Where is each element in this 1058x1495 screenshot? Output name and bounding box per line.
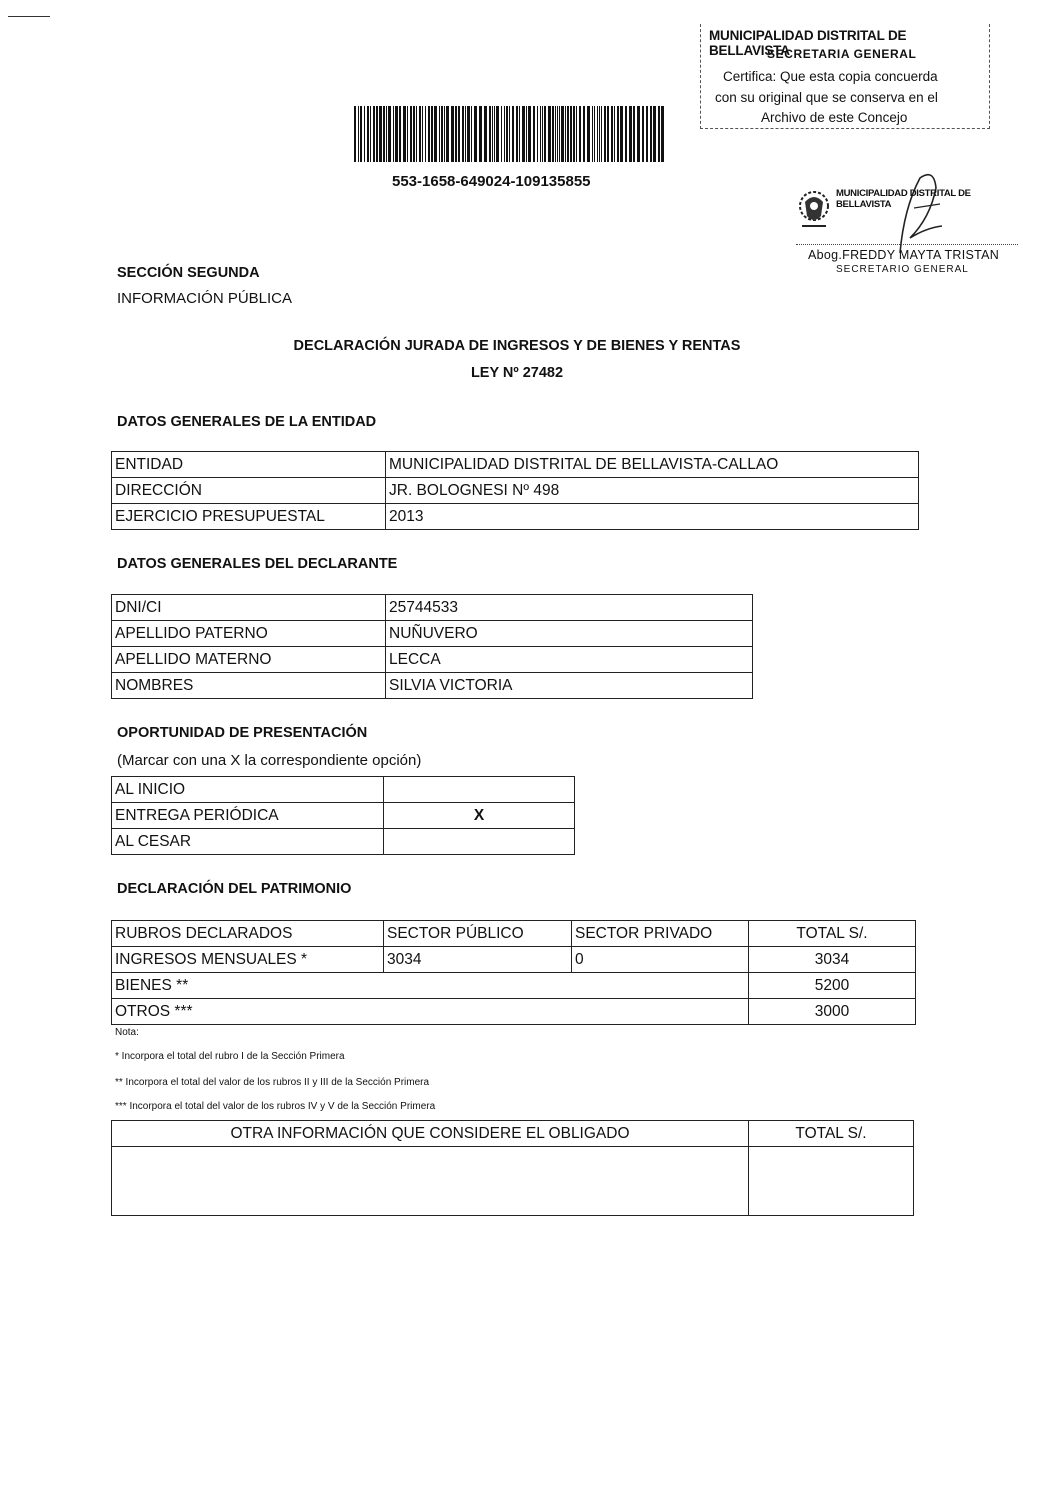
barcode-bar — [573, 106, 575, 162]
barcode-bar — [451, 106, 454, 162]
dni-label: DNI/CI — [112, 595, 386, 621]
dni-value: 25744533 — [386, 595, 753, 621]
barcode-bar — [559, 106, 560, 162]
barcode-bar — [587, 106, 590, 162]
barcode-bar — [614, 106, 615, 162]
barcode-bar — [650, 106, 652, 162]
barcode-bar — [484, 106, 487, 162]
document-title: DECLARACIÓN JURADA DE INGRESOS Y DE BIENES Y RENTAS — [293, 338, 741, 354]
other-info-header: OTRA INFORMACIÓN QUE CONSIDERE EL OBLIGADO — [112, 1121, 749, 1147]
table-row — [112, 1147, 914, 1216]
barcode-bar — [642, 106, 644, 162]
declarant-table — [111, 594, 753, 699]
law-number: LEY Nº 27482 — [470, 365, 564, 381]
barcode-bar — [646, 106, 648, 162]
column-header: RUBROS DECLARADOS — [112, 921, 384, 947]
barcode-bar — [373, 106, 375, 162]
maternal-surname-value: LECCA — [386, 647, 753, 673]
other-info-total-cell — [749, 1147, 914, 1216]
fiscal-year-value: 2013 — [386, 504, 919, 530]
entity-table — [111, 451, 919, 530]
barcode-bar — [537, 106, 538, 162]
barcode-bar — [494, 106, 495, 162]
barcode-bar — [509, 106, 510, 162]
certification-stamp — [700, 24, 990, 129]
address-label: DIRECCIÓN — [112, 478, 386, 504]
table-row — [112, 504, 919, 530]
barcode-bar — [637, 106, 640, 162]
barcode-bar — [354, 106, 356, 162]
barcode-bar — [570, 106, 572, 162]
notes-title: Nota: — [115, 1027, 139, 1038]
patrimony-heading: DECLARACIÓN DEL PATRIMONIO — [117, 881, 352, 897]
barcode-bar — [446, 106, 449, 162]
option-mark: X — [384, 803, 575, 829]
barcode-bar — [542, 106, 543, 162]
income-private: 0 — [572, 947, 749, 973]
barcode-bar — [506, 106, 508, 162]
entity-value: MUNICIPALIDAD DISTRITAL DE BELLAVISTA-CALLAO — [386, 452, 919, 478]
column-header: SECTOR PÚBLICO — [384, 921, 572, 947]
barcode-bar — [467, 106, 470, 162]
table-row — [112, 777, 575, 803]
barcode-bar — [526, 106, 527, 162]
barcode-bar — [653, 106, 656, 162]
barcode-bar — [395, 106, 398, 162]
barcode-bar — [576, 106, 577, 162]
barcode-bar — [441, 106, 443, 162]
assets-total: 5200 — [749, 973, 916, 999]
barcode-bar — [379, 106, 382, 162]
table-row — [112, 803, 575, 829]
table-row — [112, 595, 753, 621]
barcode-bar — [416, 106, 417, 162]
signature-seal — [790, 168, 1020, 278]
option-mark — [384, 777, 575, 803]
table-header-row — [112, 1121, 914, 1147]
barcode-bar — [516, 106, 518, 162]
income-label: INGRESOS MENSUALES * — [112, 947, 384, 973]
stamp-line-2: SECRETARIA GENERAL — [767, 47, 917, 61]
barcode-bar — [431, 106, 433, 162]
paternal-surname-label: APELLIDO PATERNO — [112, 621, 386, 647]
barcode-bar — [455, 106, 457, 162]
opportunity-instruction: (Marcar con una X la correspondiente opción) — [117, 752, 422, 769]
other-info-cell — [112, 1147, 749, 1216]
barcode-bar — [444, 106, 445, 162]
barcode-bar — [393, 106, 394, 162]
table-row — [112, 647, 753, 673]
fiscal-year-label: EJERCICIO PRESUPUESTAL — [112, 504, 386, 530]
note-2: ** Incorpora el total del valor de los rubros II y III de la Sección Primera — [115, 1077, 430, 1088]
names-value: SILVIA VICTORIA — [386, 673, 753, 699]
barcode-bar — [407, 106, 408, 162]
barcode-bar — [425, 106, 426, 162]
option-mark — [384, 829, 575, 855]
barcode-bar — [592, 106, 593, 162]
barcode-bar — [386, 106, 387, 162]
signer-name: Abog.FREDDY MAYTA TRISTAN — [808, 248, 1000, 262]
other-info-table — [111, 1120, 914, 1216]
barcode-bar — [617, 106, 619, 162]
barcode-bar — [383, 106, 385, 162]
barcode-bar — [465, 106, 466, 162]
barcode-bar — [519, 106, 520, 162]
table-row — [112, 478, 919, 504]
barcode-bar — [552, 106, 554, 162]
barcode-bar — [594, 106, 595, 162]
barcode-bar — [403, 106, 406, 162]
barcode-bar — [611, 106, 613, 162]
others-total: 3000 — [749, 999, 916, 1025]
barcode-bar — [567, 106, 569, 162]
barcode-bar — [620, 106, 623, 162]
patrimony-table — [111, 920, 916, 1025]
barcode-bar — [376, 106, 378, 162]
stamp-line-4: con su original que se conserva en el — [715, 90, 938, 105]
barcode-bar — [597, 106, 598, 162]
barcode-bar — [522, 106, 525, 162]
barcode-bar — [458, 106, 460, 162]
barcode-bar — [533, 106, 535, 162]
section-subtitle: INFORMACIÓN PÚBLICA — [117, 290, 293, 307]
barcode-bar — [604, 106, 606, 162]
barcode-bar — [413, 106, 415, 162]
barcode-bar — [548, 106, 551, 162]
barcode-bar — [496, 106, 499, 162]
note-1: * Incorpora el total del rubro I de la Sección Primera — [115, 1051, 345, 1062]
table-row — [112, 621, 753, 647]
barcode-bar — [489, 106, 491, 162]
section-title: SECCIÓN SEGUNDA — [117, 265, 260, 281]
stamp-line-3: Certifica: Que esta copia concuerda — [723, 69, 938, 84]
barcode-bar — [439, 106, 440, 162]
opportunity-table — [111, 776, 575, 855]
barcode-bar — [504, 106, 505, 162]
barcode-bar — [367, 106, 369, 162]
column-header: SECTOR PRIVADO — [572, 921, 749, 947]
barcode-bar — [512, 106, 514, 162]
income-public: 3034 — [384, 947, 572, 973]
barcode-bar — [583, 106, 585, 162]
option-label: ENTREGA PERIÓDICA — [112, 803, 384, 829]
income-total: 3034 — [749, 947, 916, 973]
barcode-bar — [557, 106, 558, 162]
barcode-bar — [601, 106, 602, 162]
barcode-bar — [625, 106, 627, 162]
barcode-bar — [565, 106, 566, 162]
table-row — [112, 973, 916, 999]
signer-title: SECRETARIO GENERAL — [836, 264, 969, 275]
barcode-bar — [607, 106, 609, 162]
signature-line — [796, 244, 1018, 245]
barcode-bar — [658, 106, 660, 162]
barcode-bar — [428, 106, 430, 162]
barcode-bar — [471, 106, 472, 162]
paternal-surname-value: NUÑUVERO — [386, 621, 753, 647]
barcode-bar — [661, 106, 664, 162]
barcode-bar — [422, 106, 423, 162]
barcode-bar — [579, 106, 581, 162]
barcode-number: 553-1658-649024-109135855 — [392, 173, 591, 190]
address-value: JR. BOLOGNESI Nº 498 — [386, 478, 919, 504]
barcode-bar — [388, 106, 391, 162]
entity-label: ENTIDAD — [112, 452, 386, 478]
barcode-bar — [501, 106, 502, 162]
barcode-bar — [544, 106, 546, 162]
declarant-heading: DATOS GENERALES DEL DECLARANTE — [117, 556, 398, 572]
column-header: TOTAL S/. — [749, 921, 916, 947]
names-label: NOMBRES — [112, 673, 386, 699]
top-left-rule — [8, 16, 50, 17]
barcode-bar — [419, 106, 421, 162]
barcode-bar — [462, 106, 464, 162]
option-label: AL CESAR — [112, 829, 384, 855]
municipal-emblem-icon — [796, 186, 832, 232]
barcode-bar — [633, 106, 635, 162]
barcode-bar — [555, 106, 556, 162]
other-info-total-header: TOTAL S/. — [749, 1121, 914, 1147]
barcode-bar — [474, 106, 477, 162]
opportunity-heading: OPORTUNIDAD DE PRESENTACIÓN — [117, 725, 368, 741]
stamp-line-1: MUNICIPALIDAD DISTRITAL DE BELLAVISTA — [709, 28, 907, 58]
table-row — [112, 673, 753, 699]
maternal-surname-label: APELLIDO MATERNO — [112, 647, 386, 673]
table-row — [112, 947, 916, 973]
barcode-bar — [629, 106, 632, 162]
barcode-bar — [492, 106, 493, 162]
note-3: *** Incorpora el total del valor de los rubros IV y V de la Sección Primera — [115, 1101, 436, 1112]
barcode-bar — [599, 106, 600, 162]
barcode-bar — [434, 106, 437, 162]
table-row — [112, 829, 575, 855]
table-row — [112, 452, 919, 478]
barcode-bar — [410, 106, 412, 162]
barcode-bar — [399, 106, 401, 162]
barcode-bar — [364, 106, 365, 162]
barcode-bar — [360, 106, 362, 162]
barcode-bar — [561, 106, 564, 162]
others-label: OTROS *** — [112, 999, 749, 1025]
entity-heading: DATOS GENERALES DE LA ENTIDAD — [117, 414, 377, 430]
option-label: AL INICIO — [112, 777, 384, 803]
table-header-row — [112, 921, 916, 947]
barcode-bar — [358, 106, 359, 162]
barcode-bar — [370, 106, 371, 162]
stamp-line-5: Archivo de este Concejo — [761, 110, 908, 125]
table-row — [112, 999, 916, 1025]
seal-municipality: MUNICIPALIDAD DISTRITAL DE BELLAVISTA — [836, 188, 971, 210]
barcode-bar — [540, 106, 541, 162]
barcode-bar — [479, 106, 482, 162]
barcode-bar — [528, 106, 531, 162]
barcode — [354, 106, 666, 162]
assets-label: BIENES ** — [112, 973, 749, 999]
